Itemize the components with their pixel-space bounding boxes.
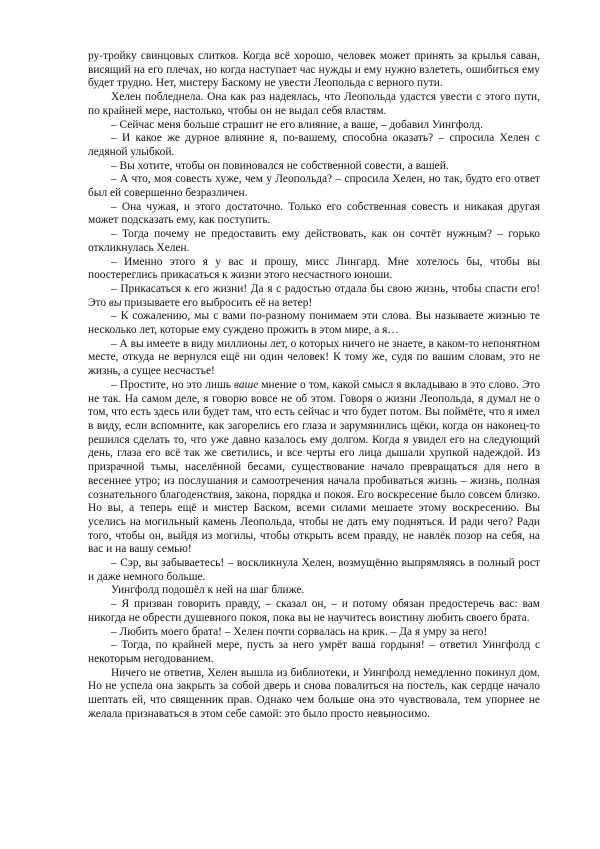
paragraph: – Тогда почему не предоставить ему действовать, как он сочтёт нужным? – горько откликнулась Хелен. [88,228,540,254]
paragraph: – Я призван говорить правду, – сказал он, – и потому обязан предостеречь вас: вам никогда не обрести душевного покоя, пока вы не научитесь воистину любить своего брата. [88,598,540,624]
emphasis: ваше [234,378,259,391]
paragraph: – Вы хотите, чтобы он повиновался не собственной совести, а вашей. [111,159,449,172]
paragraph: – Сейчас меня больше страшит не его влияние, а ваше, – добавил Уингфолд. [111,118,484,131]
paragraph: – Сэр, вы забываетесь! – воскликнула Хелен, возмущённо выпрямляясь в полный рост и даже немного больше. [88,557,540,583]
paragraph-text: – Простите, но это лишь [111,378,235,391]
emphasis: вы [108,296,122,309]
page-text [88,50,540,721]
paragraph: – Она чужая, и этого достаточно. Только его собственная совесть и никакая другая может подсказать ему, как поступить. [88,200,540,227]
paragraph: – И какое же дурное влияние я, по-вашему, способна оказать? – спросила Хелен с ледяной улыбкой. [88,132,540,158]
paragraph: – Тогда, по крайней мере, пусть за него умрёт ваша гордыня! – ответил Уингфолд с некоторым негодованием. [88,639,540,665]
paragraph: – К сожалению, мы с вами по-разному понимаем эти слова. Вы называете жизнью те несколько лет, которые ему суждено прожить в этом мире, а я… [88,310,540,337]
paragraph: – А что, моя совесть хуже, чем у Леопольда? – спросила Хелен, но так, будто его ответ был ей совершенно безразличен. [88,173,540,200]
paragraph: – Именно этого я у вас и прошу, мисс Лингард. Мне хотелось бы, чтобы вы поостереглись прикасаться к жизни этого несчастного юноши. [88,255,540,282]
paragraph: – Любить моего брата! – Хелен почти сорвалась на крик. – Да я умру за него! [111,625,488,638]
paragraph-text: мнение о том, какой смысл я вкладываю в это слово. Это не так. На самом деле, я говорю вовсе не об этом. Говоря о жизни Леопольда, я думал не о том, что есть здесь или будет там, что есть сейчас и что будет потом. Вы поймёте, что я имел в виду, если вспомните, как загорелись его глаза и зарумянились щёки, когда он наконец-то решился сделать то, что уже давно казалось ему долгом. Когда я увидел его на следующий день, глаза его всё так же светились, и все черты его лица дышали хрупкой надеждой. Из призрачной тьмы, населённой бесами, существование начало превращаться для него в весеннее утро; из послушания и самоотречения начала пробиваться жизнь – жизнь, полная сознательного благоденствия, закона, порядка и покоя. Его воскресение было совсем близко. Но вы, а теперь ещё и мистер Баском, всеми силами мешаете этому воскресению. Вы уселись на могильный камень Леопольда, чтобы не дать ему подняться. И ради чего? Ради того, чтобы он, выйдя из могилы, чтобы открыть всем правду, не навлёк позор на себя, на вас и на вашу семью! [88,378,540,556]
paragraph: ру-тройку свинцовых слитков. Когда всё хорошо, человек может принять за крылья саван, висящий на его плечах, но когда наступает час нужды и ему нужно взлететь, ошибиться ему будет трудно. Нет, мистеру Баскому не увести Леопольда с верного пути. [88,50,540,90]
paragraph-text: – Прикасаться к его жизни! Да я с радостью отдала бы свою жизнь, чтобы спасти его! Это [88,282,540,309]
paragraph: Уингфолд подошёл к ней на шаг ближе. [111,584,305,597]
paragraph-text: призываете его выбросить её на ветер! [121,296,313,309]
paragraph: Ничего не ответив, Хелен вышла из библиотеки, и Уингфолд немедленно покинул дом. Но не успела она закрыть за собой дверь и снова повалиться на постель, как сердце начало шептать ей, что священник прав. Однако чем больше она это чувствовала, тем упорнее не желала признаваться в этом себе самой: это было просто невыносимо. [88,666,540,720]
paragraph: Хелен побледнела. Она как раз надеялась, что Леопольда удастся увести с этого пути, по крайней мере, настолько, чтобы он не выдал себя властям. [88,91,540,117]
paragraph [88,283,540,310]
paragraph [88,379,540,557]
paragraph: – А вы имеете в виду миллионы лет, о которых ничего не знаете, в каком-то непонятном месте, откуда не вернулся ещё ни один человек! К тому же, судя по вашим словам, это не жизнь, а сущее несчастье! [88,337,540,378]
